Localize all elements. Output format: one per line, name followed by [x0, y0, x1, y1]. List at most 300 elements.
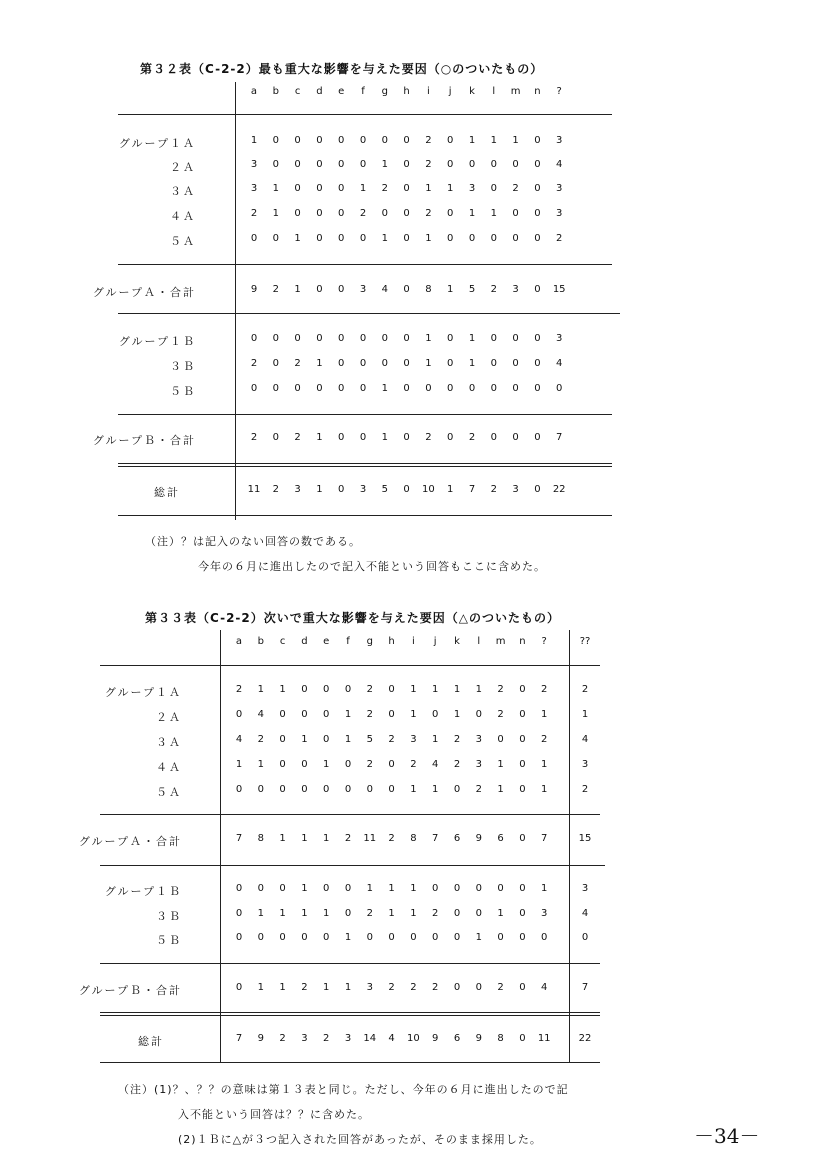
table-cell: 0 — [381, 208, 388, 219]
table-cell: 0 — [403, 333, 410, 344]
table-cell: 8 — [425, 284, 432, 295]
table-cell: 0 — [519, 759, 526, 770]
table-33-note: (2)１Ｂに△が３つ記入された回答があったが、そのまま採用した。 — [178, 1133, 542, 1146]
table-32-title: 第３２表（C-2-2）最も重大な影響を与えた要因（○のついたもの） — [140, 62, 544, 76]
table-cell: 2 — [388, 982, 395, 993]
table-cell: 0 — [316, 383, 323, 394]
table-cell: 1 — [294, 233, 301, 244]
table-cell: 0 — [301, 759, 308, 770]
table-cell: 0 — [359, 383, 367, 394]
table-cell: 0 — [475, 982, 482, 993]
table-cell: 1 — [541, 784, 548, 795]
table-cell: 1 — [359, 183, 367, 194]
table-cell: 0 — [257, 883, 264, 894]
table-cell: 0 — [447, 432, 454, 443]
table-cell: 5 — [468, 284, 476, 295]
table-cell: 3 — [475, 759, 482, 770]
row-label: ５Ｂ — [170, 385, 196, 398]
table-cell: 1 — [301, 833, 308, 844]
table-cell: 0 — [338, 233, 345, 244]
table-cell: 0 — [294, 135, 301, 146]
table-cell: 0 — [338, 208, 345, 219]
table-32-rule — [118, 463, 612, 464]
table-cell: 0 — [338, 284, 345, 295]
table-cell: 0 — [519, 932, 526, 943]
table-cell: 1 — [323, 833, 330, 844]
table-cell: 0 — [338, 159, 345, 170]
table-cell: 1 — [279, 982, 286, 993]
table-cell: 1 — [447, 284, 454, 295]
table-cell: 4 — [556, 358, 563, 369]
table-cell: 1 — [316, 432, 323, 443]
table-cell: 0 — [519, 833, 526, 844]
table-cell: 8 — [410, 833, 417, 844]
table-cell: 0 — [250, 233, 258, 244]
table-cell: 0 — [323, 784, 330, 795]
table-cell: 7 — [468, 484, 476, 495]
table-cell: 3 — [541, 908, 548, 919]
table-32-note: 今年の６月に進出したので記入不能という回答もここに含めた。 — [198, 560, 546, 573]
table-cell: 0 — [294, 183, 301, 194]
table-cell: 3 — [581, 883, 589, 894]
table-cell: 1 — [410, 883, 417, 894]
table-cell: 1 — [279, 908, 286, 919]
table-33-rule — [100, 1012, 600, 1013]
row-label: グループＡ・合計 — [92, 286, 196, 299]
column-header: d — [316, 86, 323, 97]
table-cell: 0 — [388, 709, 395, 720]
column-header: m — [495, 636, 506, 647]
table-cell: 22 — [552, 484, 566, 495]
table-cell: 1 — [425, 333, 432, 344]
table-cell: 0 — [388, 784, 395, 795]
table-cell: 3 — [410, 734, 417, 745]
table-cell: 1 — [490, 135, 497, 146]
table-cell: 2 — [272, 484, 279, 495]
table-cell: 6 — [453, 1033, 461, 1044]
table-cell: 0 — [490, 159, 497, 170]
table-cell: 0 — [534, 183, 541, 194]
table-cell: 1 — [475, 684, 482, 695]
table-cell: 0 — [359, 135, 367, 146]
table-cell: 0 — [381, 333, 388, 344]
table-33-rule — [100, 1062, 600, 1063]
table-cell: 2 — [388, 734, 395, 745]
table-32-rule — [118, 414, 612, 415]
table-cell: 0 — [519, 784, 526, 795]
table-cell: 2 — [344, 833, 352, 844]
table-cell: 2 — [556, 233, 563, 244]
column-header: a — [250, 86, 258, 97]
column-header: k — [469, 86, 475, 97]
table-cell: 2 — [366, 759, 373, 770]
table-cell: 1 — [381, 233, 388, 244]
table-cell: 0 — [541, 932, 548, 943]
table-33-rule — [100, 1015, 600, 1016]
table-cell: 4 — [388, 1033, 395, 1044]
table-cell: 4 — [581, 908, 589, 919]
table-cell: 0 — [344, 908, 352, 919]
table-cell: 7 — [581, 982, 589, 993]
column-header: f — [346, 636, 350, 647]
table-33-title: 第３３表（C-2-2）次いで重大な影響を与えた要因（△のついたもの） — [145, 611, 560, 625]
table-cell: 3 — [556, 135, 563, 146]
table-cell: 3 — [468, 183, 476, 194]
table-cell: 0 — [534, 284, 541, 295]
table-cell: 1 — [344, 709, 352, 720]
table-cell: 2 — [541, 684, 548, 695]
table-cell: 9 — [250, 284, 258, 295]
table-cell: 0 — [490, 358, 497, 369]
table-cell: 0 — [294, 333, 301, 344]
table-cell: 2 — [366, 684, 373, 695]
table-cell: 1 — [301, 734, 308, 745]
column-header: a — [235, 636, 243, 647]
table-cell: 3 — [556, 208, 563, 219]
table-cell: 1 — [468, 333, 476, 344]
table-cell: 2 — [497, 684, 504, 695]
column-header: b — [257, 636, 264, 647]
column-header: n — [519, 636, 526, 647]
table-cell: 3 — [556, 333, 563, 344]
table-33-rule — [100, 865, 605, 866]
row-label: ３Ｂ — [156, 910, 182, 923]
table-cell: 0 — [556, 383, 563, 394]
table-cell: 0 — [403, 383, 410, 394]
table-cell: 0 — [497, 734, 504, 745]
table-cell: 0 — [519, 709, 526, 720]
table-cell: 0 — [294, 383, 301, 394]
table-cell: 1 — [344, 982, 352, 993]
table-cell: 2 — [301, 982, 308, 993]
table-cell: 4 — [556, 159, 563, 170]
row-label: グループ１Ｂ — [118, 335, 196, 348]
table-cell: 2 — [453, 759, 461, 770]
table-cell: 9 — [257, 1033, 264, 1044]
table-cell: 0 — [359, 358, 367, 369]
table-cell: 0 — [359, 333, 367, 344]
table-cell: 0 — [534, 208, 541, 219]
row-label: ４Ａ — [170, 210, 196, 223]
table-cell: 0 — [447, 383, 454, 394]
table-cell: 0 — [447, 208, 454, 219]
table-cell: 0 — [497, 932, 504, 943]
table-cell: 2 — [235, 684, 243, 695]
column-header: m — [510, 86, 521, 97]
table-cell: 2 — [366, 709, 373, 720]
table-cell: 6 — [453, 833, 461, 844]
table-cell: 0 — [403, 159, 410, 170]
table-cell: 0 — [490, 432, 497, 443]
table-cell: 0 — [403, 135, 410, 146]
table-cell: 2 — [490, 284, 497, 295]
table-cell: 1 — [497, 908, 504, 919]
table-cell: 1 — [447, 183, 454, 194]
table-cell: 0 — [338, 183, 345, 194]
table-cell: 1 — [301, 908, 308, 919]
table-cell: 0 — [388, 684, 395, 695]
table-cell: 6 — [497, 833, 504, 844]
row-label: ４Ａ — [156, 761, 182, 774]
table-cell: 0 — [512, 383, 519, 394]
table-cell: 3 — [250, 183, 258, 194]
table-cell: 3 — [359, 284, 367, 295]
table-cell: 3 — [250, 159, 258, 170]
column-header: ?? — [579, 636, 591, 647]
table-cell: 0 — [534, 358, 541, 369]
table-cell: 9 — [475, 1033, 482, 1044]
table-cell: 0 — [490, 383, 497, 394]
table-cell: 3 — [512, 484, 519, 495]
table-cell: 0 — [257, 784, 264, 795]
column-header: c — [279, 636, 286, 647]
table-cell: 0 — [403, 208, 410, 219]
table-cell: 0 — [581, 932, 589, 943]
table-cell: 4 — [235, 734, 243, 745]
table-cell: 2 — [425, 432, 432, 443]
table-cell: 2 — [359, 208, 367, 219]
table-cell: 0 — [338, 383, 345, 394]
table-cell: 0 — [272, 432, 279, 443]
table-cell: 0 — [534, 135, 541, 146]
table-cell: 0 — [272, 333, 279, 344]
table-cell: 1 — [425, 183, 432, 194]
table-cell: 1 — [257, 684, 264, 695]
table-cell: 0 — [316, 208, 323, 219]
table-33-note: 入不能という回答は？？に含めた。 — [178, 1108, 370, 1121]
table-cell: 1 — [432, 734, 439, 745]
table-cell: 1 — [294, 284, 301, 295]
table-cell: 7 — [235, 833, 243, 844]
table-cell: 2 — [410, 982, 417, 993]
table-cell: 0 — [381, 358, 388, 369]
table-cell: 5 — [366, 734, 373, 745]
table-cell: 0 — [447, 333, 454, 344]
table-cell: 0 — [403, 358, 410, 369]
table-cell: 0 — [316, 333, 323, 344]
table-cell: 0 — [519, 1033, 526, 1044]
table-cell: 0 — [475, 883, 482, 894]
table-cell: 1 — [432, 684, 439, 695]
table-cell: 0 — [272, 159, 279, 170]
table-32-note: （注）？は記入のない回答の数である。 — [145, 535, 361, 548]
table-cell: 0 — [453, 784, 461, 795]
table-cell: 11 — [537, 1033, 551, 1044]
table-cell: 0 — [519, 908, 526, 919]
table-cell: 1 — [541, 759, 548, 770]
table-cell: 1 — [316, 484, 323, 495]
table-cell: 2 — [323, 1033, 330, 1044]
table-cell: 0 — [272, 135, 279, 146]
table-cell: 0 — [453, 982, 461, 993]
table-cell: 1 — [497, 759, 504, 770]
table-cell: 0 — [519, 883, 526, 894]
row-label: グループＢ・合計 — [92, 434, 196, 447]
row-label: ２Ａ — [170, 161, 196, 174]
table-cell: 0 — [359, 432, 367, 443]
table-cell: 2 — [279, 1033, 286, 1044]
table-cell: 0 — [453, 932, 461, 943]
table-cell: 0 — [344, 684, 352, 695]
row-label: グループ１Ｂ — [104, 885, 182, 898]
table-cell: 0 — [279, 883, 286, 894]
table-cell: 1 — [235, 759, 243, 770]
table-cell: 15 — [552, 284, 566, 295]
table-cell: 2 — [425, 159, 432, 170]
table-cell: 1 — [490, 208, 497, 219]
table-cell: 1 — [425, 233, 432, 244]
table-cell: 2 — [475, 784, 482, 795]
column-header: k — [454, 636, 460, 647]
table-cell: 7 — [235, 1033, 243, 1044]
table-cell: 7 — [556, 432, 563, 443]
table-cell: 3 — [359, 484, 367, 495]
table-cell: 0 — [447, 358, 454, 369]
table-cell: 1 — [410, 684, 417, 695]
table-cell: 0 — [257, 932, 264, 943]
table-cell: 0 — [468, 233, 476, 244]
table-cell: 0 — [338, 135, 345, 146]
table-cell: 0 — [512, 208, 519, 219]
table-cell: 2 — [250, 358, 258, 369]
column-header: i — [427, 86, 430, 97]
table-cell: 0 — [453, 883, 461, 894]
table-32-rule — [118, 515, 612, 516]
table-cell: 10 — [422, 484, 435, 495]
table-cell: 0 — [235, 908, 243, 919]
table-cell: 2 — [294, 358, 301, 369]
table-cell: 0 — [468, 159, 476, 170]
table-33-vertical-rule — [569, 630, 570, 1062]
table-cell: 1 — [381, 383, 388, 394]
row-label: 総計 — [138, 1035, 164, 1048]
table-cell: 22 — [578, 1033, 592, 1044]
table-cell: 0 — [490, 183, 497, 194]
column-header: h — [403, 86, 410, 97]
table-cell: 0 — [323, 709, 330, 720]
table-cell: 0 — [519, 684, 526, 695]
table-cell: 0 — [272, 383, 279, 394]
table-cell: 0 — [279, 709, 286, 720]
table-cell: 0 — [410, 932, 417, 943]
table-cell: 2 — [366, 908, 373, 919]
table-cell: 0 — [512, 233, 519, 244]
table-cell: 1 — [497, 784, 504, 795]
table-32-rule — [118, 466, 612, 467]
table-cell: 0 — [512, 333, 519, 344]
table-cell: 0 — [388, 932, 395, 943]
row-label: グループ１Ａ — [104, 686, 182, 699]
table-cell: 1 — [410, 709, 417, 720]
table-cell: 0 — [432, 709, 439, 720]
table-cell: 0 — [235, 932, 243, 943]
table-cell: 0 — [475, 709, 482, 720]
table-cell: 0 — [519, 982, 526, 993]
table-cell: 9 — [432, 1033, 439, 1044]
table-32-vertical-rule — [235, 82, 236, 520]
table-cell: 0 — [403, 183, 410, 194]
page-number: －34－ — [694, 1124, 760, 1148]
row-label: 総計 — [154, 486, 180, 499]
table-cell: 1 — [257, 982, 264, 993]
table-cell: 9 — [475, 833, 482, 844]
table-cell: 2 — [453, 734, 461, 745]
table-cell: 0 — [490, 233, 497, 244]
table-cell: 0 — [235, 784, 243, 795]
table-cell: 0 — [316, 284, 323, 295]
table-cell: 4 — [381, 284, 388, 295]
table-cell: 0 — [490, 333, 497, 344]
table-cell: 0 — [425, 383, 432, 394]
table-cell: 2 — [581, 684, 589, 695]
row-label: グループＢ・合計 — [78, 984, 182, 997]
table-cell: 0 — [301, 709, 308, 720]
table-cell: 4 — [432, 759, 439, 770]
table-cell: 1 — [250, 135, 258, 146]
table-cell: 2 — [541, 734, 548, 745]
table-cell: 3 — [366, 982, 373, 993]
table-cell: 0 — [534, 484, 541, 495]
table-cell: 0 — [534, 432, 541, 443]
column-header: j — [433, 636, 437, 647]
table-cell: 0 — [468, 383, 476, 394]
table-cell: 0 — [534, 333, 541, 344]
table-cell: 0 — [294, 159, 301, 170]
column-header: l — [477, 636, 481, 647]
table-cell: 0 — [338, 358, 345, 369]
table-cell: 1 — [279, 833, 286, 844]
table-cell: 1 — [323, 908, 330, 919]
table-cell: 0 — [316, 233, 323, 244]
table-cell: 2 — [432, 982, 439, 993]
table-cell: 1 — [432, 784, 439, 795]
table-cell: 0 — [497, 883, 504, 894]
table-cell: 2 — [512, 183, 519, 194]
table-cell: 11 — [247, 484, 261, 495]
table-cell: 0 — [279, 932, 286, 943]
table-cell: 3 — [512, 284, 519, 295]
table-cell: 3 — [344, 1033, 352, 1044]
table-cell: 0 — [323, 734, 330, 745]
table-cell: 1 — [541, 883, 548, 894]
table-cell: 0 — [359, 159, 367, 170]
table-cell: 0 — [294, 208, 301, 219]
table-cell: 0 — [279, 734, 286, 745]
table-cell: 2 — [250, 208, 258, 219]
table-cell: 0 — [453, 908, 461, 919]
table-cell: 3 — [556, 183, 563, 194]
table-cell: 2 — [425, 208, 432, 219]
column-header: b — [272, 86, 279, 97]
table-cell: 3 — [581, 759, 589, 770]
column-header: ? — [556, 86, 562, 97]
table-cell: 11 — [363, 833, 377, 844]
table-cell: 0 — [250, 383, 258, 394]
table-cell: 2 — [432, 908, 439, 919]
table-cell: 0 — [447, 135, 454, 146]
table-33-vertical-rule — [220, 630, 221, 1062]
table-cell: 0 — [338, 333, 345, 344]
table-cell: 2 — [381, 183, 388, 194]
table-cell: 1 — [388, 908, 395, 919]
table-cell: 0 — [447, 159, 454, 170]
table-cell: 7 — [432, 833, 439, 844]
table-cell: 0 — [344, 759, 352, 770]
column-header: j — [448, 86, 452, 97]
row-label: ３Ａ — [156, 736, 182, 749]
table-cell: 2 — [581, 784, 589, 795]
table-cell: 15 — [578, 833, 592, 844]
